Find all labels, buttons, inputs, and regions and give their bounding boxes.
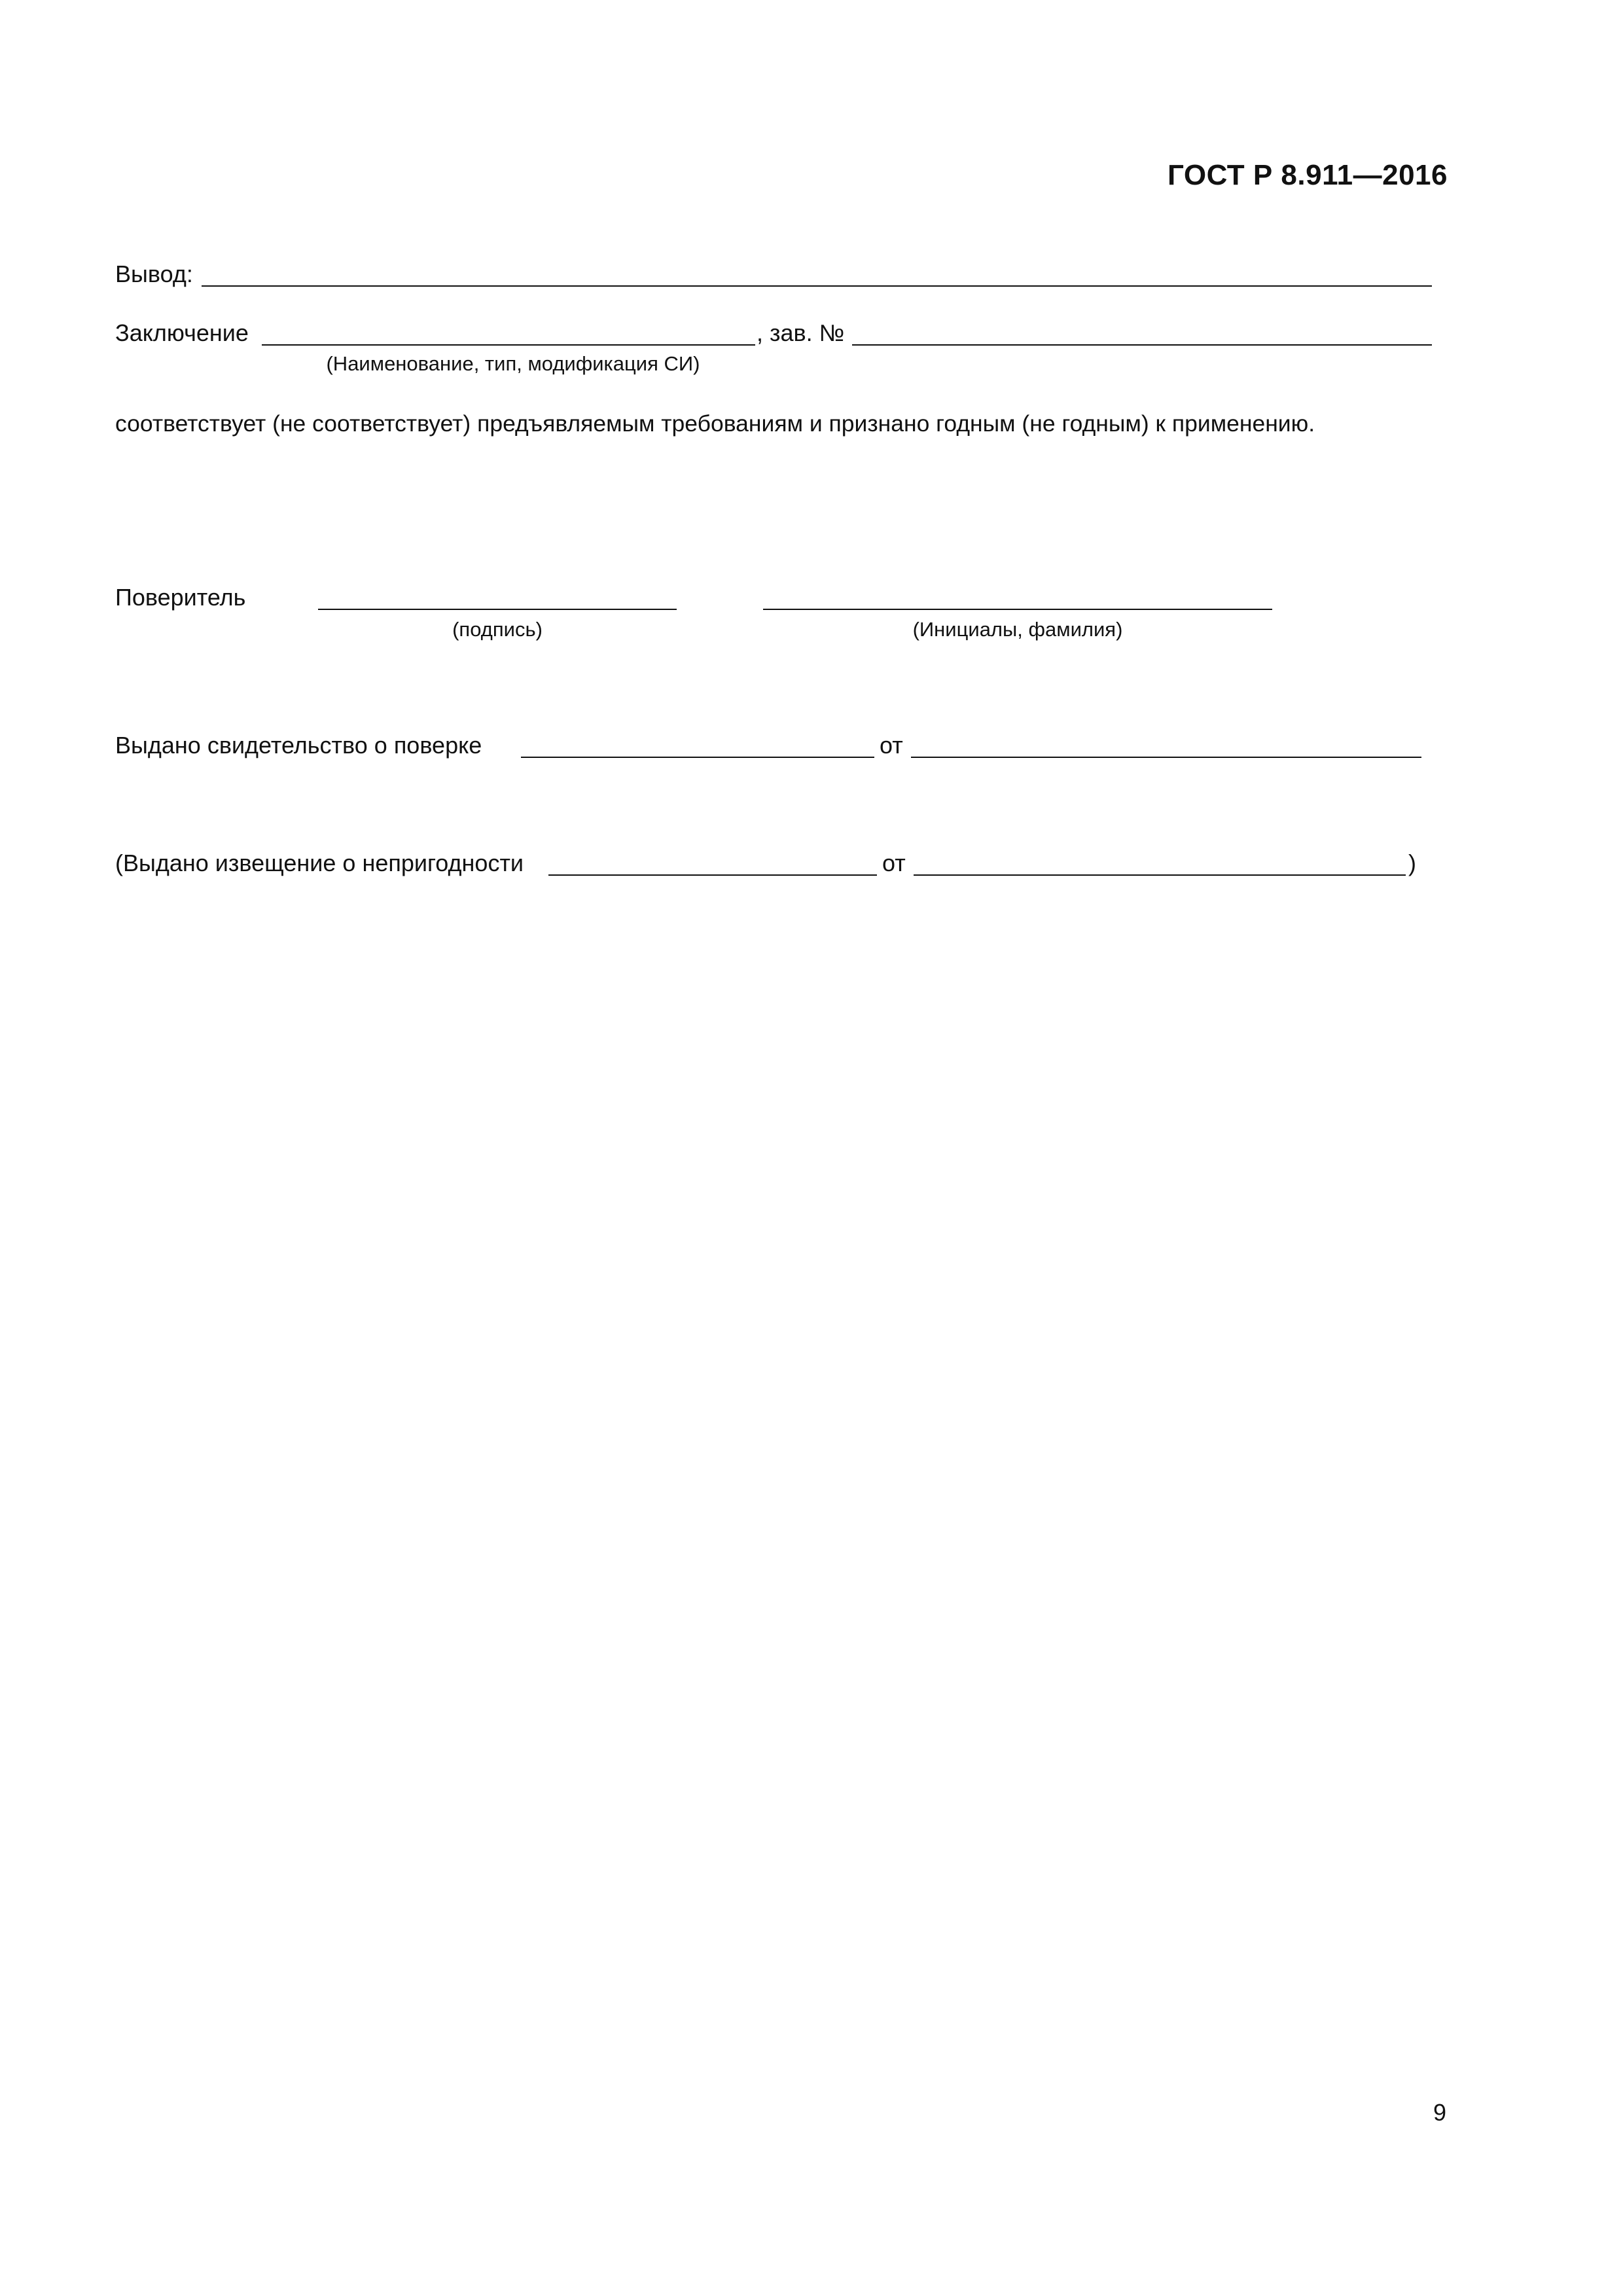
initials-surname-field-line[interactable]	[763, 609, 1272, 610]
output-field-line[interactable]	[202, 285, 1432, 287]
notice-number-field-line[interactable]	[548, 874, 877, 876]
instrument-name-field-line[interactable]	[262, 344, 755, 346]
compliance-statement: соответствует (не соответствует) предъявляемым требованиям и признано годным (не годным) к применению.	[115, 410, 1315, 437]
standard-code-header: ГОСТ Р 8.911—2016	[1167, 159, 1448, 191]
output-label: Вывод:	[115, 260, 193, 287]
notice-closing-paren: )	[1408, 850, 1416, 876]
verifier-label: Поверитель	[115, 584, 246, 611]
certificate-number-field-line[interactable]	[521, 757, 874, 758]
initials-surname-caption: (Инициалы, фамилия)	[912, 618, 1123, 641]
unfitness-notice-label: (Выдано извещение о непригодности	[115, 850, 524, 876]
certificate-issued-label: Выдано свидетельство о поверке	[115, 732, 482, 759]
notice-from-label: от	[882, 850, 906, 876]
certificate-from-label: от	[880, 732, 903, 759]
notice-date-field-line[interactable]	[914, 874, 1406, 876]
conclusion-label: Заключение	[115, 319, 249, 346]
serial-number-field-line[interactable]	[852, 344, 1432, 346]
page-number: 9	[1433, 2099, 1446, 2126]
serial-number-label: , зав. №	[757, 319, 845, 346]
signature-caption: (подпись)	[452, 618, 543, 641]
instrument-caption: (Наименование, тип, модификация СИ)	[326, 352, 700, 375]
certificate-date-field-line[interactable]	[911, 757, 1421, 758]
signature-field-line[interactable]	[318, 609, 677, 610]
